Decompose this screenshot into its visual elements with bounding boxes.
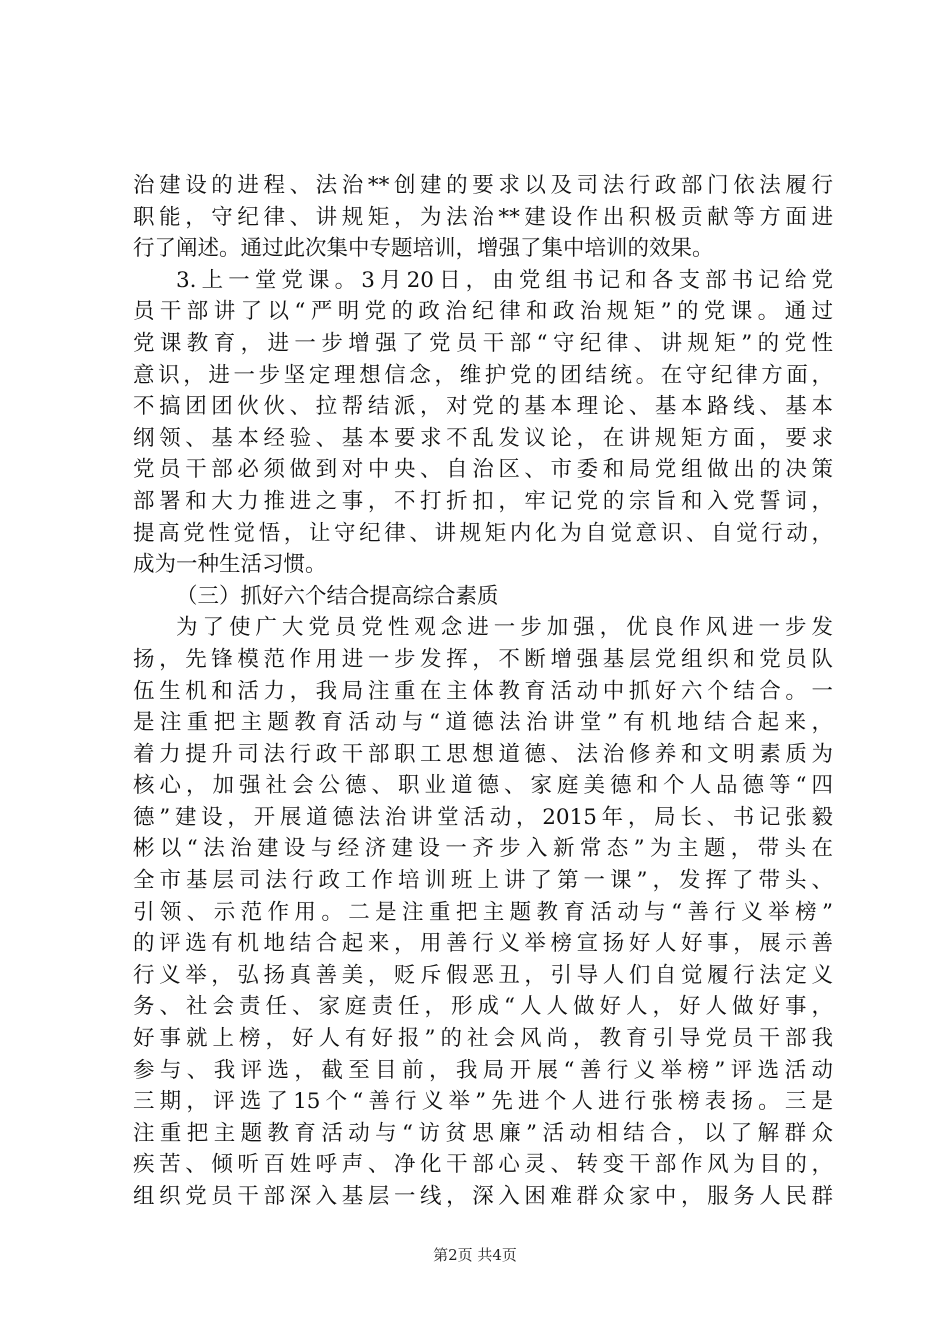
text-line xyxy=(133,1149,833,1181)
text-line-content: 组织党员干部深入基层一线，深入困难群众家中，服务人民群 xyxy=(133,1184,833,1209)
text-line xyxy=(133,391,833,423)
text-line xyxy=(133,296,833,328)
text-line xyxy=(133,676,833,708)
text-line-content: 德”建设，开展道德法治讲堂活动，2015年，局长、书记张毅 xyxy=(133,804,833,830)
text-line xyxy=(133,739,833,771)
text-line-content: 党课教育，进一步增强了党员干部“守纪律、讲规矩”的党性 xyxy=(133,330,833,356)
text-line-content: 不搞团团伙伙、拉帮结派，对党的基本理论、基本路线、基本 xyxy=(133,394,833,420)
text-line-content: 参与、我评选，截至目前，我局开展“善行义举榜”评选活动 xyxy=(133,1057,833,1083)
text-line xyxy=(133,233,833,265)
text-line xyxy=(133,770,833,802)
text-line-content: 全市基层司法行政工作培训班上讲了第一课”，发挥了带头、 xyxy=(133,868,833,894)
text-line-content: 核心，加强社会公德、职业道德、家庭美德和个人品德等“四 xyxy=(133,773,833,799)
document-body xyxy=(133,170,833,1213)
text-line xyxy=(133,423,833,455)
text-line-content: 治建设的进程、法治**创建的要求以及司法行政部门依法履行 xyxy=(133,173,833,198)
text-line-content: 好事就上榜，好人有好报”的社会风尚，教育引导党员干部我 xyxy=(133,1026,833,1052)
text-line-content: 的评选有机地结合起来，用善行义举榜宣扬好人好事，展示善 xyxy=(133,931,833,957)
text-line-content: 三期，评选了15个“善行义举”先进个人进行张榜表扬。三是 xyxy=(133,1089,833,1115)
text-line xyxy=(133,1181,833,1213)
text-line-content: 党员干部必须做到对中央、自治区、市委和局党组做出的决策 xyxy=(133,457,833,483)
text-line xyxy=(133,581,833,613)
text-line-content: 提高党性觉悟，让守纪律、讲规矩内化为自觉意识、自觉行动， xyxy=(133,520,833,546)
text-line-content: 彬以“法治建设与经济建设一齐步入新常态”为主题，带头在 xyxy=(133,836,833,862)
text-line xyxy=(133,454,833,486)
text-line xyxy=(133,1023,833,1055)
text-line xyxy=(133,1086,833,1118)
page-footer: 第2页 共4页 xyxy=(433,1246,517,1264)
text-line-content: （三）抓好六个结合提高综合素质 xyxy=(176,583,499,609)
text-line-content: 引领、示范作用。二是注重把主题教育活动与“善行义举榜” xyxy=(133,899,833,925)
text-line xyxy=(133,549,833,581)
text-line-content: 着力提升司法行政干部职工思想道德、法治修养和文明素质为 xyxy=(133,741,833,767)
text-line-content: 职能，守纪律、讲规矩，为法治**建设作出积极贡献等方面进 xyxy=(133,204,833,230)
text-line-content: 务、社会责任、家庭责任，形成“人人做好人，好人做好事， xyxy=(133,994,833,1020)
text-line xyxy=(133,1055,833,1087)
text-line xyxy=(133,928,833,960)
text-line xyxy=(133,991,833,1023)
text-line xyxy=(133,897,833,929)
text-line-content: 员干部讲了以“严明党的政治纪律和政治规矩”的党课。通过 xyxy=(133,299,833,325)
text-line xyxy=(133,202,833,234)
text-line xyxy=(133,960,833,992)
text-line-content: 3.上一堂党课。3月20日，由党组书记和各支部书记给党 xyxy=(176,267,833,293)
text-line-content: 纲领、基本经验、基本要求不乱发议论，在讲规矩方面，要求 xyxy=(133,425,833,451)
text-line xyxy=(133,360,833,392)
text-line xyxy=(133,518,833,550)
text-line xyxy=(133,328,833,360)
text-line-content: 伍生机和活力，我局注重在主体教育活动中抓好六个结合。一 xyxy=(133,678,833,704)
text-line-content: 行义举，弘扬真善美，贬斥假恶丑，引导人们自觉履行法定义 xyxy=(133,962,833,988)
text-line xyxy=(133,865,833,897)
text-line xyxy=(133,833,833,865)
text-line xyxy=(133,1118,833,1150)
text-line xyxy=(133,265,833,297)
text-line xyxy=(133,170,833,202)
text-line-content: 部署和大力推进之事，不打折扣，牢记党的宗旨和入党誓词， xyxy=(133,488,833,514)
text-line xyxy=(133,612,833,644)
text-line xyxy=(133,707,833,739)
text-line-content: 注重把主题教育活动与“访贫思廉”活动相结合，以了解群众 xyxy=(133,1120,833,1146)
text-line-content: 疾苦、倾听百姓呼声、净化干部心灵、转变干部作风为目的， xyxy=(133,1152,833,1178)
text-line-content: 扬，先锋模范作用进一步发挥，不断增强基层党组织和党员队 xyxy=(133,646,833,672)
text-line-content: 行了阐述。通过此次集中专题培训，增强了集中培训的效果。 xyxy=(133,236,714,262)
text-line xyxy=(133,644,833,676)
text-line xyxy=(133,802,833,834)
text-line xyxy=(133,486,833,518)
text-line-content: 为了使广大党员党性观念进一步加强，优良作风进一步发 xyxy=(176,615,833,641)
text-line-content: 是注重把主题教育活动与“道德法治讲堂”有机地结合起来， xyxy=(133,710,833,736)
text-line-content: 成为一种生活习惯。 xyxy=(133,552,327,578)
text-line-content: 意识，进一步坚定理想信念，维护党的团结统。在守纪律方面， xyxy=(133,362,833,388)
